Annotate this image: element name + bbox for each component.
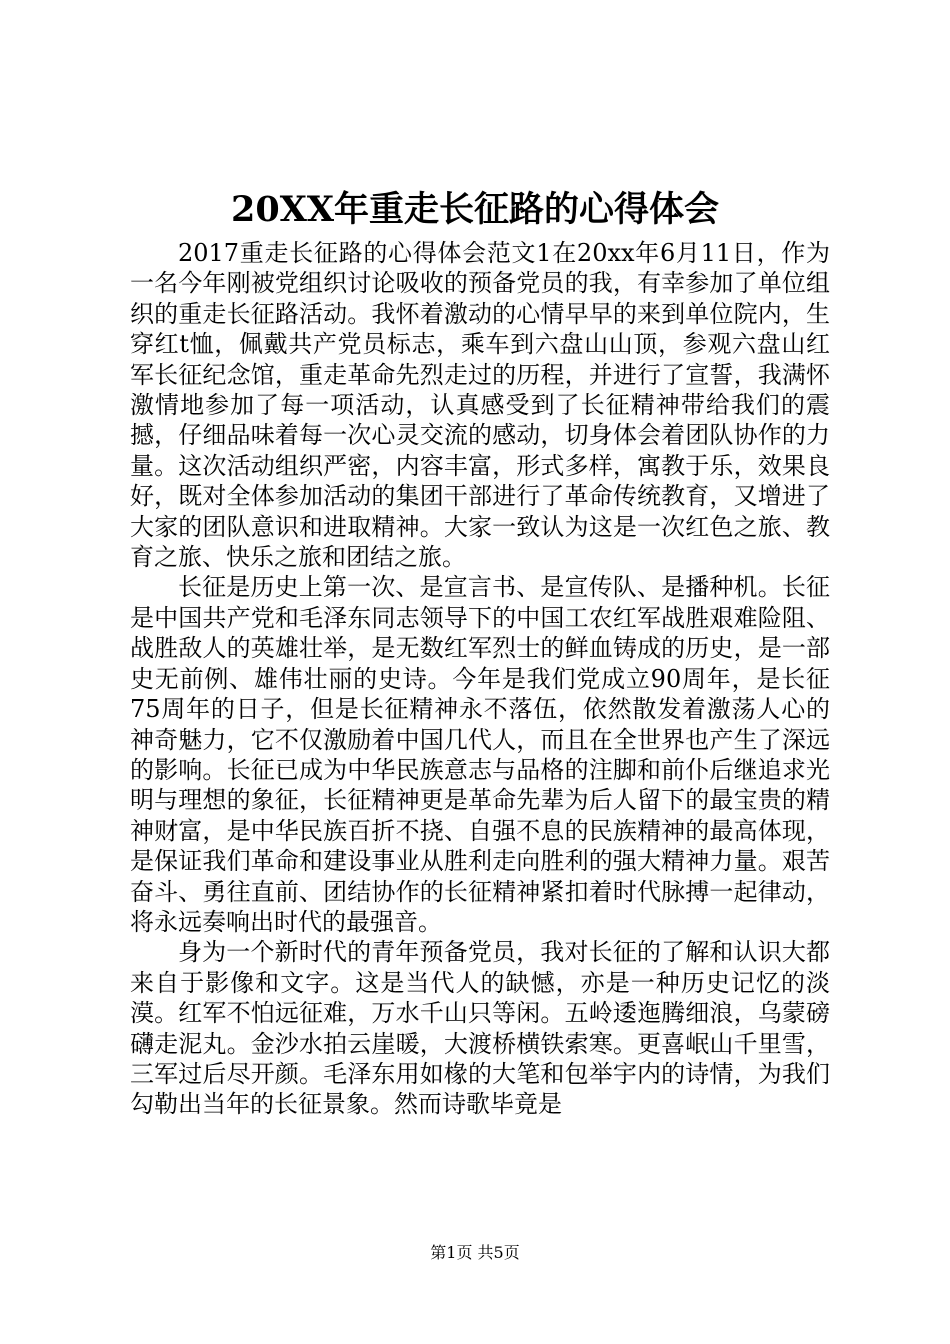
document-body bbox=[130, 238, 830, 1120]
document-title: 20XX年重走长征路的心得体会 bbox=[230, 189, 720, 230]
paragraph-3: 身为一个新时代的青年预备党员，我对长征的了解和认识大都来自于影像和文字。这是当代人的缺憾，亦是一种历史记忆的淡漠。红军不怕远征难，万水千山只等闲。五岭逶迤腾细浪，乌蒙磅礴走泥丸。金沙水拍云崖暖，大渡桥横铁索寒。更喜岷山千里雪，三军过后尽开颜。毛泽东用如椽的大笔和包举宇内的诗情，为我们勾勒出当年的长征景象。然而诗歌毕竟是 bbox=[130, 938, 830, 1119]
page-footer: 第1页 共5页 bbox=[430, 1243, 520, 1262]
paragraph-1: 2017重走长征路的心得体会范文1在20xx年6月11日，作为一名今年刚被党组织讨论吸收的预备党员的我，有幸参加了单位组织的重走长征路活动。我怀着激动的心情早早的来到单位院内，生穿红t恤，佩戴共产党员标志，乘车到六盘山山顶，参观六盘山红军长征纪念馆，重走革命先烈走过的历程，并进行了宣誓，我满怀激情地参加了每一项活动，认真感受到了长征精神带给我们的震撼，仔细品味着每一次心灵交流的感动，切身体会着团队协作的力量。这次活动组织严密，内容丰富，形式多样，寓教于乐，效果良好，既对全体参加活动的集团干部进行了革命传统教育，又增进了大家的团队意识和进取精神。大家一致认为这是一次红色之旅、教育之旅、快乐之旅和团结之旅。 bbox=[130, 239, 830, 572]
paragraph-2: 长征是历史上第一次、是宣言书、是宣传队、是播种机。长征是中国共产党和毛泽东同志领导下的中国工农红军战胜艰难险阻、战胜敌人的英雄壮举，是无数红军烈士的鲜血铸成的历史，是一部史无前例、雄伟壮丽的史诗。今年是我们党成立90周年，是长征75周年的日子，但是长征精神永不落伍，依然散发着激荡人心的神奇魅力，它不仅激励着中国几代人，而且在全世界也产生了深远的影响。长征已成为中华民族意志与品格的注脚和前仆后继追求光明与理想的象征，长征精神更是革命先辈为后人留下的最宝贵的精神财富，是中华民族百折不挠、自强不息的民族精神的最高体现，是保证我们革命和建设事业从胜利走向胜利的强大精神力量。艰苦奋斗、勇往直前、团结协作的长征精神紧扣着时代脉搏一起律动，将永远奏响出时代的最强音。 bbox=[130, 573, 830, 936]
